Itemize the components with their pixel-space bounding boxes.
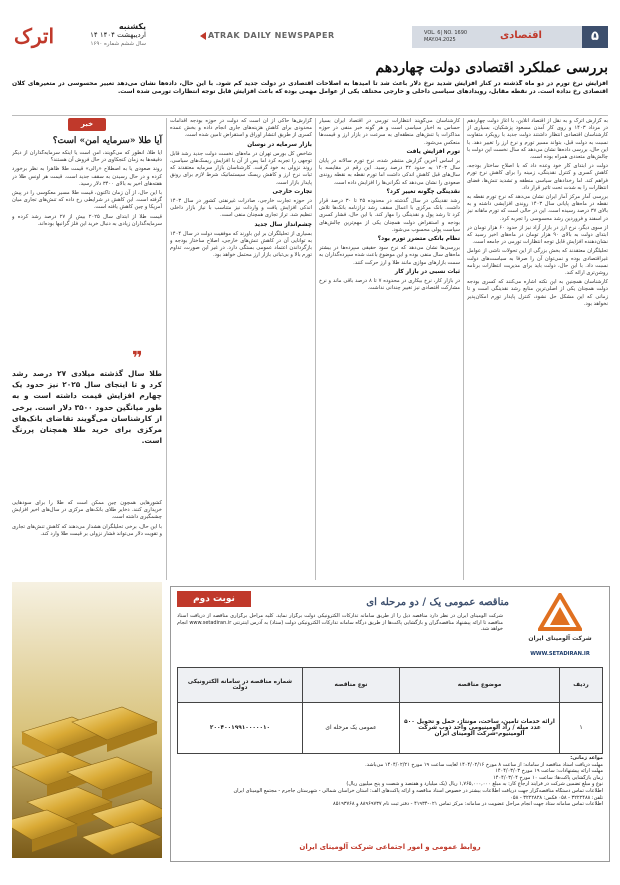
paragraph: کشورهایی همچون چین ممکن است که طلا را برای سودهایی خریداری کنند. ذخایر طلای بانک‌های مرکزی در سال‌های اخیر افزایش چشمگیری داشته است. bbox=[12, 500, 162, 521]
tender-advertisement bbox=[170, 586, 610, 862]
ad-intro: شرکت آلومینای ایران در نظر دارد مناقصه ذیل را از طریق سامانه تدارکات الکترونیکی دولت برگزار نماید. کلیه مراحل برگزاری مناقصه از دریافت اسناد مناقصه تا ارائه پیشنهاد مناقصه‌گران و بازگشایی پاکت‌ها از طریق درگاه سامانه تدارکات الکترونیکی دولت (ستاد) به آدرس اینترنتی www.setadiran.ir انجام خواهد شد. bbox=[177, 613, 503, 633]
paragraph: با این حال، برخی تحلیلگران هشدار می‌دهند که کاهش تنش‌های تجاری و تقویت دلار می‌تواند فشار نزولی بر قیمت طلا وارد کند. bbox=[12, 523, 162, 537]
masthead bbox=[12, 20, 608, 54]
divider bbox=[166, 118, 167, 580]
paragraph: به گزارش اترک و به نقل از اقتصاد آنلاین، با آغاز دولت چهاردهم در مرداد ۱۴۰۳ و روی کار آمدن مسعود پزشکیان، بسیاری از کارشناسان اقتصادی انتظار داشتند دولت جدید با رویکرد متفاوت نسبت به دولت قبل، بتواند مسیر تورم و نرخ ارز را تغییر دهد. با این حال، بررسی داده‌ها نشان می‌دهد که سال نخست این دولت با چالش‌های متعددی همراه بوده است. bbox=[467, 118, 608, 161]
masthead-date bbox=[68, 22, 146, 49]
subheading: نظام بانکی متضرر تورم بود؟ bbox=[377, 236, 460, 243]
section-name: اقتصادی bbox=[500, 30, 542, 41]
paragraph: روند صعودی یا به اصطلاح «رالی» قیمت طلا ظاهرا به نظر برخورد کرده و در حال رسیدن به سقف جدید است. قیمت هر اونس طلا در هفته‌های اخیر به بالای ۳۴۰۰ دلار رسید. bbox=[12, 166, 162, 187]
opinion-body bbox=[12, 150, 162, 345]
paragraph: از سوی دیگر، نرخ ارز در بازار آزاد نیز از حدود ۶۰ هزار تومان در ابتدای دولت به بالای ۹۰ هزار تومان در ماه‌های اخیر رسید که نشان‌دهنده افزایش قابل توجه انتظارات تورمی در جامعه است. bbox=[467, 224, 608, 246]
volume-info: VOL. 6| NO. 1690 MAY.04.2025 bbox=[424, 30, 468, 43]
paragraph: شاخص کل بورس تهران در ماه‌های نخست دولت جدید رشد قابل توجهی را تجربه کرد اما پس از آن با افزایش ریسک‌های سیاسی، روند نزولی به خود گرفت. کارشناسان بازار سرمایه معتقدند که ثبات نرخ ارز و کاهش ریسک سیستماتیک شرط لازم برای رونق پایدار بازار است. bbox=[170, 150, 312, 186]
paragraph: در بازار کار، نرخ بیکاری در محدوده ۷ تا ۸ درصد باقی ماند و نرخ مشارکت اقتصادی نیز تغییر چندانی نداشت. bbox=[319, 278, 460, 292]
company-logo bbox=[517, 593, 603, 649]
subheading: بازار سرمایه در نوسان bbox=[247, 141, 312, 148]
subheading: تجارت خارجی bbox=[272, 188, 312, 195]
ad-title: مناقصه عمومی یک / دو مرحله ای bbox=[366, 597, 509, 608]
divider bbox=[315, 118, 316, 580]
subheading: چشم‌انداز سال جدید bbox=[254, 221, 312, 228]
opinion-title: آیا طلا «سرمایه امن» است؟ bbox=[52, 136, 162, 146]
article-lead: افزایش نرخ تورم در دو ماه گذشته در کنار افزایش شدید نرخ دلار باعث شد تا امیدها به اصلاحات اقتصادی در دولت جدید کم شود. با این حال، داده‌ها نشان می‌دهد تغییر محسوسی در متغیرهای کلان اقتصادی رخ نداده است. در نقطه مقابل، رویدادهای سیاسی داخلی و خارجی مختلف یکی از عوامل مهمی بوده که باعث افزایش قابل توجه انتظارات تورمی شده است. bbox=[12, 80, 608, 95]
table-cell: ارائه خدمات تامین، ساخت، مونتاژ، حمل و تحویل ۵۰۰ عدد میله / راد آلومینیومی واحد ذوب شرکت آلومینیوم-شرکت آلومینای ایران bbox=[400, 703, 560, 754]
divider bbox=[463, 118, 464, 580]
opinion-body-continued bbox=[12, 500, 162, 578]
col-header: نوع مناقصه bbox=[303, 668, 400, 703]
divider bbox=[12, 115, 608, 116]
col-header: ردیف bbox=[560, 668, 603, 703]
paper-name: ATRAK DAILY NEWSPAPER bbox=[200, 31, 335, 40]
paragraph: بررسی آمار مرکز آمار ایران نشان می‌دهد که نرخ تورم نقطه به نقطه در ماه‌های پایانی سال ۱۴۰۳ روندی افزایشی داشته و به بالای ۳۷ درصد رسیده است. این در حالی است که تورم ماهانه نیز در اسفند و فروردین رشد محسوسی را تجربه کرد. bbox=[467, 194, 608, 222]
table-cell: ۱ bbox=[560, 703, 603, 754]
paragraph: آیا طلا، آنطور که می‌گویند، امن است یا اینکه سرمایه‌گذاران از دیگر دقیقه‌ها به زمان کنجکاوی در حال فروش آن هستند؟ bbox=[12, 150, 162, 164]
paragraph: با این حال، از آن زمان تاکنون، قیمت طلا مسیر معکوسی را در پیش گرفته است. این کاهش در شرایطی رخ داده که تنش‌های تجاری میان آمریکا و چین کاهش یافته است. bbox=[12, 190, 162, 211]
issue-text: سال ششم شماره ۱۶۹۰ bbox=[90, 41, 146, 47]
paragraph: کارشناسان همچنین به این نکته اشاره می‌کنند که کسری بودجه دولت همچنان یکی از اصلی‌ترین منابع رشد نقدینگی است و تا زمانی که این مشکل حل نشود، کنترل پایدار تورم امکان‌پذیر نخواهد بود. bbox=[467, 279, 608, 307]
alumina-logo-icon bbox=[538, 593, 582, 631]
paragraph: گزارش‌ها حاکی از آن است که دولت در حوزه بودجه اقدامات محدودی برای کاهش هزینه‌های جاری انجام داده و بخش عمده کسری از طریق انتشار اوراق و استقراض تامین شده است. bbox=[170, 118, 312, 139]
subheading: تورم افزایش یافت bbox=[406, 148, 460, 155]
ad-footer: روابط عمومی و امور اجتماعی شرکت آلومینای ایران bbox=[299, 843, 481, 851]
newspaper-logo: اترک bbox=[13, 24, 55, 48]
detail-line: مهلت دریافت اسناد مناقصه از سامانه: از ساعت ۸ مورخ ۱۴۰۴/۰۲/۱۶ لغایت ساعت ۱۹ مورخ ۱۴۰۴/۰۲/۲۱ می‌باشد. bbox=[365, 761, 603, 768]
section-band bbox=[412, 26, 608, 48]
article-title: بررسی عملکرد اقتصادی دولت چهاردهم bbox=[375, 60, 608, 76]
ad-details bbox=[177, 755, 603, 841]
detail-line: تلفن: ۳۲۲۲۴۸۸ - ۰۵۸ فکس: ۳۲۲۲۸۲۸ - ۰۵۸ bbox=[510, 794, 603, 801]
opinion-pull-quote: طلا سال گذشته میلادی ۲۷ درصد رشد کرد و تا اینجای سال ۲۰۲۵ نیز حدود یک چهارم افزایش قیمت داشته است و به طور میانگین حدود ۳۵۰۰ دلار است. برخی از کارشناسان می‌گویند تقاضای بانک‌های مرکزی برای خرید طلا همچنان پررنگ است. bbox=[12, 369, 162, 446]
arrow-icon bbox=[200, 32, 206, 40]
paragraph: در حوزه تجارت خارجی، صادرات غیرنفتی کشور در سال ۱۴۰۳ اندکی افزایش یافت و واردات نیز متناسب با نیاز بازار داخلی تنظیم شد. تراز تجاری همچنان منفی است. bbox=[170, 198, 312, 219]
table-header-row bbox=[178, 668, 603, 703]
detail-line: مواعد زمانی: bbox=[570, 755, 603, 761]
paragraph: بررسی‌ها نشان می‌دهد که نرخ سود حقیقی سپرده‌ها در بیشتر ماه‌های سال منفی بوده و این موضوع باعث شده سپرده‌گذاران به سمت بازارهای موازی مانند طلا و ارز حرکت کنند. bbox=[319, 245, 460, 266]
table-row bbox=[178, 703, 603, 754]
article-column-1 bbox=[467, 118, 608, 580]
paragraph: کارشناسان می‌گویند انتظارات تورمی در اقتصاد ایران بسیار حساس به اخبار سیاسی است و هر گونه خبر منفی در حوزه مذاکرات یا تنش‌های منطقه‌ای به سرعت در بازار ارز و قیمت‌ها منعکس می‌شود. bbox=[319, 118, 460, 146]
detail-line: مهلت ارائه پیشنهادات: ساعت ۱۹ مورخ ۱۴۰۴/۰۳/۰۳ bbox=[495, 768, 603, 775]
company-name: شرکت آلومینای ایران bbox=[528, 635, 592, 642]
paragraph: بسیاری از تحلیلگران بر این باورند که موفقیت دولت در سال ۱۴۰۴ به توانایی آن در کاهش تنش‌های خارجی، اصلاح ساختار بودجه و بازگرداندن اعتماد عمومی بستگی دارد. در غیر این صورت، تداوم تورم بالا و بی‌ثباتی بازار ارز محتمل خواهد بود. bbox=[170, 230, 312, 259]
table-cell: ۲۰۰۴۰۰۱۹۹۱۰۰۰۰۰۱۰ bbox=[178, 703, 303, 754]
col-header: موضوع مناقصه bbox=[400, 668, 560, 703]
paragraph: تحلیلگران معتقدند که بخش بزرگی از این تحولات ناشی از عوامل غیراقتصادی بوده و نمی‌توان آن را صرفا به سیاست‌های دولت نسبت داد. با این حال، دولت باید برای مدیریت انتظارات برنامه روشن‌تری ارائه کند. bbox=[467, 248, 608, 277]
detail-line: اطلاعات تماس دستگاه مناقصه‌گزار جهت دریافت اطلاعات بیشتر در خصوص اسناد مناقصه و ارائه پاکت‌های الف: استان خراسان شمالی - شهرستان جاجرم - مجتمع آلومینای ایران bbox=[233, 787, 603, 794]
paragraph: رشد نقدینگی در سال گذشته در محدوده ۲۵ تا ۳۰ درصد قرار داشت. بانک مرکزی با اعمال سقف رشد ترازنامه بانک‌ها تلاش کرد تا رشد پول و نقدینگی را مهار کند. با این حال، فشار کسری بودجه و استقراض دولت همچنان یکی از مهم‌ترین چالش‌های سیاست پولی محسوب می‌شود. bbox=[319, 198, 460, 233]
page-number: ۵ bbox=[582, 26, 608, 48]
paragraph: دولت در ابتدای کار خود وعده داد که با اصلاح ساختار بودجه، کاهش کسری و کنترل نقدینگی، زمینه را برای کاهش نرخ تورم فراهم کند. اما رخدادهای سیاسی منطقه و تشدید تنش‌ها، فضای انتظارات را به شدت تحت تاثیر قرار داد. bbox=[467, 163, 608, 191]
date-text: ۱۴ اردیبهشت ۱۴۰۴ bbox=[90, 31, 146, 39]
opinion-badge: خبر bbox=[68, 118, 106, 131]
day-name: یکشنبه bbox=[118, 22, 146, 31]
article-column-3 bbox=[170, 118, 312, 580]
gold-bars-photo bbox=[12, 582, 162, 858]
table-cell: عمومی یک مرحله ای bbox=[303, 703, 400, 754]
tender-table bbox=[177, 667, 603, 754]
subheading: ثبات نسبی در بازار کار bbox=[394, 268, 460, 275]
article-column-2 bbox=[319, 118, 460, 580]
detail-line: زمان بازگشایی پاکت‌ها: ساعت ۱۰ مورخ ۱۴۰۴/۰۳/۰۴ bbox=[493, 774, 603, 781]
paragraph: قیمت طلا از ابتدای سال ۲۰۲۵ بیش از ۲۷ درصد رشد کرده و سرمایه‌گذاران زیادی به دنبال خرید این فلز گرانبها بوده‌اند. bbox=[12, 213, 162, 227]
col-header: شماره مناقصه در سامانه الکترونیکی دولت bbox=[178, 668, 303, 703]
subheading: نقدینگی چگونه تغییر کرد؟ bbox=[386, 188, 460, 195]
detail-line: اطلاعات تماس سامانه ستاد جهت انجام مراحل عضویت در سامانه: مرکز تماس ۰۲۱-۴۱۹۳۴ - دفتر ثبت نام ۸۸۹۶۹۷۳۷ و ۸۵۱۹۳۷۶۸ bbox=[333, 801, 603, 808]
ad-round-badge: نوبت دوم bbox=[177, 591, 251, 607]
paragraph: بر اساس آخرین گزارش منتشر شده، نرخ تورم سالانه در پایان سال ۱۴۰۳ به حدود ۳۲ درصد رسید. این رقم در مقایسه با سال‌های قبل کاهش اندکی داشت اما تورم نقطه به نقطه روندی صعودی را نشان می‌دهد که نگرانی‌ها را افزایش داده است. bbox=[319, 158, 460, 186]
website-link[interactable]: WWW.SETADIRAN.IR bbox=[530, 651, 590, 657]
detail-line: نوع و مبلغ تضمین شرکت در فرایند ارجاع کار: به مبلغ ۱,۷۶۵,۰۰۰,۰۰۰ ریال (یک میلیارد و هفتصد و شصت و پنج میلیون ریال) bbox=[346, 781, 603, 788]
quote-icon: ❞ bbox=[132, 348, 143, 369]
opinion-column bbox=[12, 118, 162, 580]
